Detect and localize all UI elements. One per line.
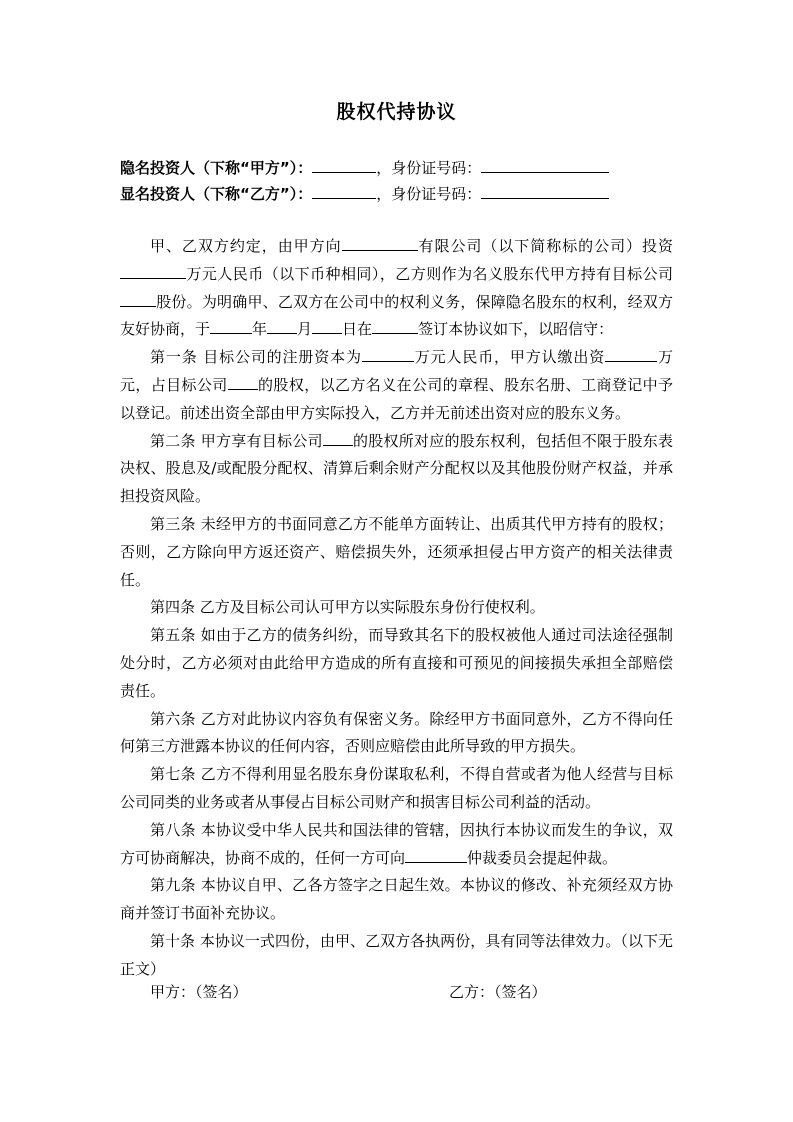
article-1-text-1: 第一条 目标公司的注册资本为: [150, 348, 362, 367]
article-7: 第七条 乙方不得利用显名股东身份谋取私利，不得自营或者为他人经营与目标公司同类的业务或者从事侵占目标公司财产和损害目标公司利益的活动。: [120, 765, 673, 811]
article-2-equity-blank: [323, 431, 353, 446]
article-8: [120, 817, 673, 873]
article-1: [120, 344, 673, 427]
party-a-label: 隐名投资人（下称“甲方”）：: [120, 159, 313, 177]
party-a-line: [120, 157, 609, 178]
party-a-id-blank: [481, 158, 609, 173]
article-8-text-2: 仲裁委员会提起仲裁。: [467, 848, 618, 867]
article-2: [120, 428, 673, 511]
article-1-text-3: 万元，占目标公司: [120, 348, 673, 394]
preamble-text-7: 日在: [342, 320, 373, 339]
article-4: 第四条 乙方及目标公司认可甲方以实际股东身份行使权利。: [150, 598, 545, 617]
registered-capital-blank: [362, 347, 414, 362]
article-9: 第九条 本协议自甲、乙各方签字之日起生效。本协议的修改、补充须经双方协商并签订书面补充协议。: [120, 876, 673, 923]
preamble-text-6: 月: [297, 320, 313, 339]
article-1-text-4: 的股权，以乙方名义在公司的章程、股东名册、工商登记中予以登记。前述出资全部由甲方实际投入，乙方并无前述出资对应的股东义务。: [120, 375, 673, 422]
page-title: 股权代持协议: [336, 101, 457, 123]
share-percent-blank: [120, 292, 156, 307]
party-b-label: 显名投资人（下称“乙方”）：: [120, 185, 313, 203]
article-5: 第五条 如由于乙方的债务纠纷，而导致其名下的股权被他人通过司法途径强制处分时，乙方必须对由此给甲方造成的所有直接和可预见的间接损失承担全部赔偿责任。: [120, 626, 673, 700]
party-a-name-blank: [312, 158, 376, 173]
preamble-text-3: 万元人民币（以下币种相同），乙方则作为名义股东代甲方持有目标公司: [186, 264, 673, 283]
contract-body: [120, 233, 673, 984]
subscribed-capital-blank: [605, 347, 657, 362]
article-6: 第六条 乙方对此协议内容负有保密义务。除经甲方书面同意外，乙方不得向任何第三方泄露本协议的任何内容，否则应赔偿由此所导致的甲方损失。: [120, 709, 673, 756]
preamble-text-8: 签订本协议如下，以昭信守：: [418, 320, 614, 339]
party-a-id-label: ，身份证号码：: [376, 159, 482, 177]
preamble-paragraph: [120, 233, 673, 344]
signature-party-b: 乙方：（签名）: [449, 983, 547, 1001]
place-blank: [372, 319, 418, 334]
article-2-text-2: 的股权所对应的股东权利，包括但不限于股东表决权、股息及/或配股分配权、清算后剩余财产分配权以及其他股份财产权益，并承担投资风险。: [120, 431, 673, 506]
party-b-id-label: ，身份证号码：: [376, 185, 482, 203]
arbitration-commission-blank: [405, 848, 467, 863]
article-1-text-2: 万元人民币，甲方认缴出资: [413, 348, 606, 367]
preamble-text-1: 甲、乙双方约定，由甲方向: [150, 237, 342, 255]
day-blank: [312, 319, 342, 334]
signature-party-a: 甲方：（签名）: [150, 983, 248, 1001]
article-2-text-1: 第二条 甲方享有目标公司: [150, 431, 323, 450]
preamble-text-2: 有限公司（以下简称标的公司）投资: [417, 237, 673, 255]
year-blank: [210, 319, 252, 334]
investment-amount-blank: [120, 264, 186, 279]
preamble-text-5: 年: [252, 320, 268, 339]
party-b-id-blank: [481, 184, 609, 199]
article-3: 第三条 未经甲方的书面同意乙方不能单方面转让、出质其代甲方持有的股权；否则，乙方除向甲方返还资产、赔偿损失外，还须承担侵占甲方资产的相关法律责任。: [120, 514, 673, 589]
equity-ratio-blank: [228, 375, 258, 390]
article-10: 第十条 本协议一式四份，由甲、乙双方各执两份，具有同等法律效力。（以下无正文）: [120, 931, 673, 978]
party-b-line: [120, 183, 609, 204]
month-blank: [267, 319, 297, 334]
preamble-text-4: 股份。为明确甲、乙双方在公司中的权利义务，保障隐名股东的权利，经双方友好协商，于: [120, 292, 673, 339]
company-name-blank: [342, 236, 418, 251]
article-8-text-1: 第八条 本协议受中华人民共和国法律的管辖，因执行本协议而发生的争议，双方可协商解决，协商不成的，任何一方可向: [120, 820, 673, 867]
party-b-name-blank: [312, 184, 376, 199]
